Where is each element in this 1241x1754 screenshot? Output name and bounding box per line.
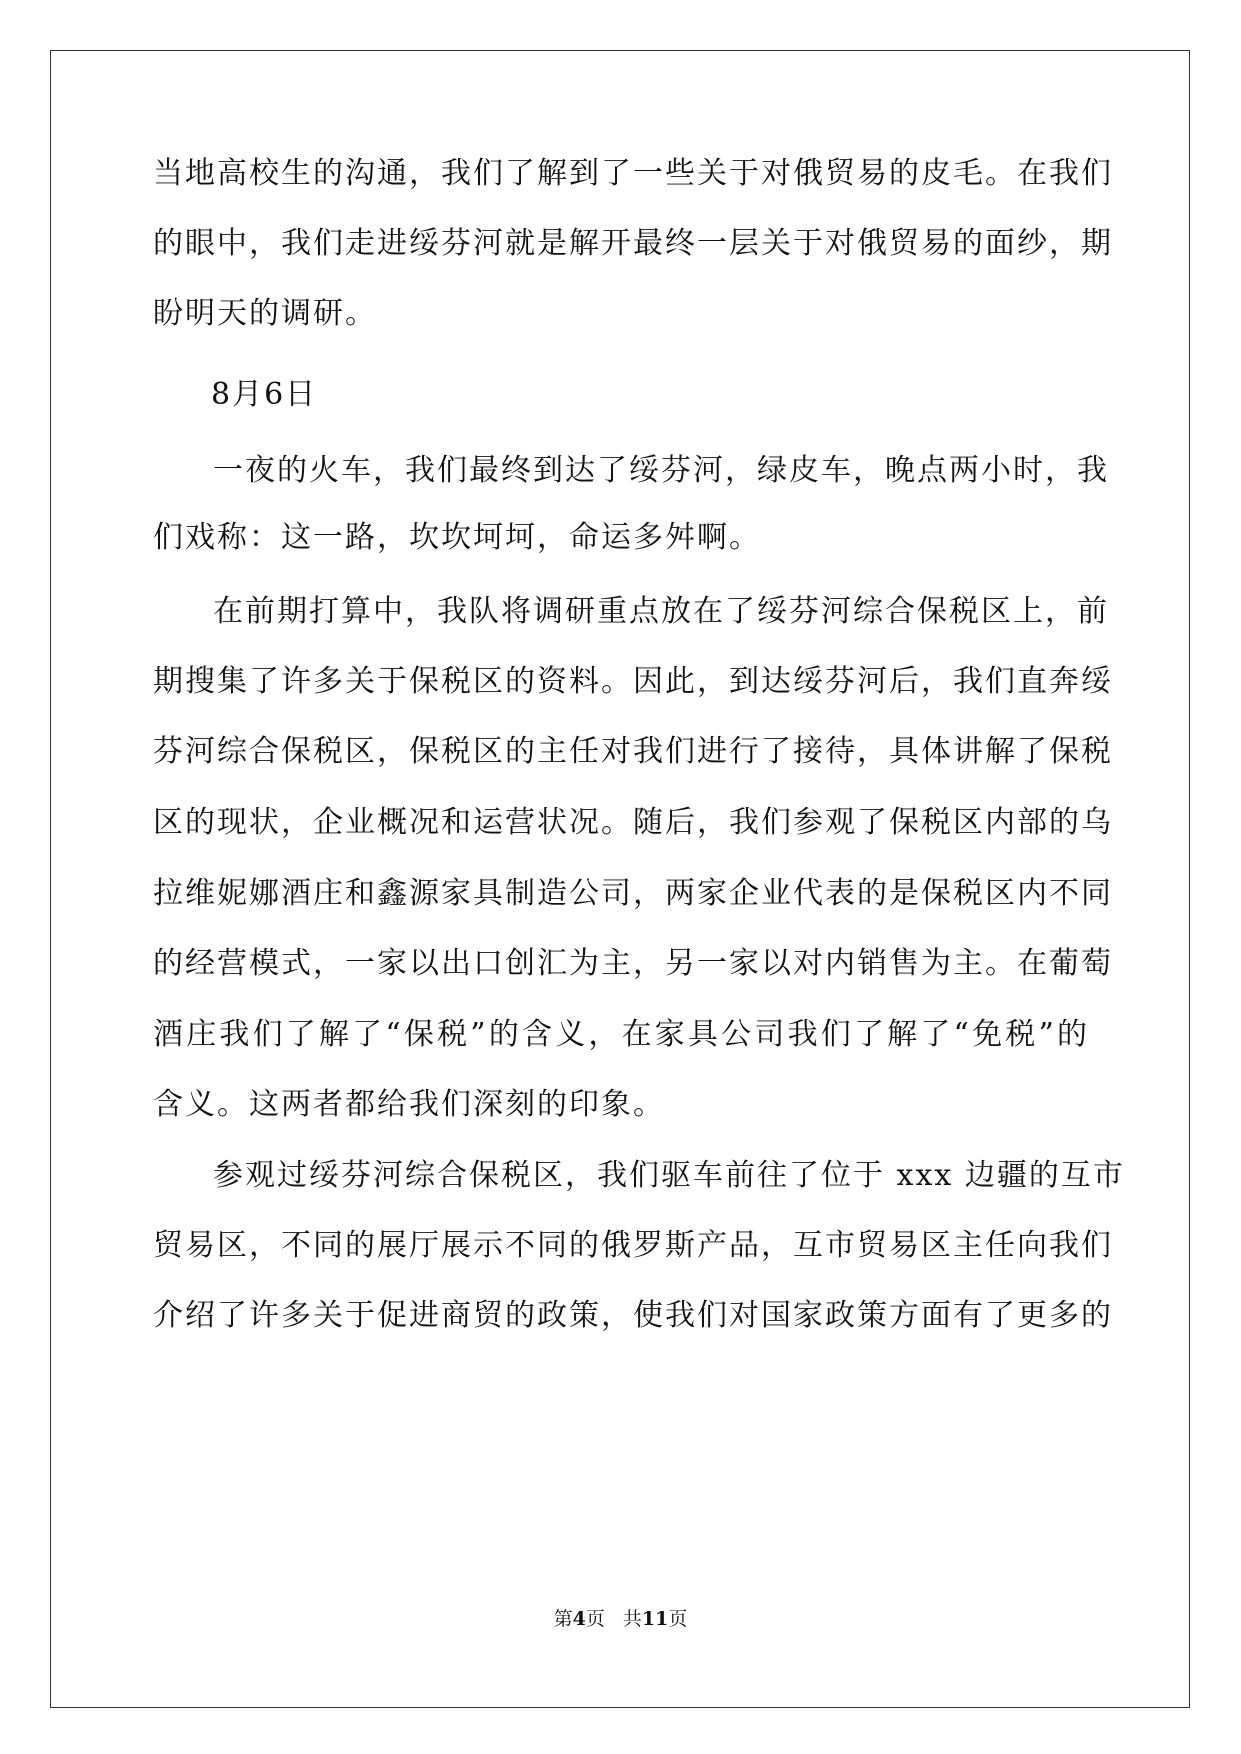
- text-line: 盼明天的调研。: [153, 296, 377, 331]
- text-line: 介绍了许多关于促进商贸的政策，使我们对国家政策方面有了更多的: [153, 1298, 1113, 1333]
- total-suffix: 页: [668, 1608, 688, 1630]
- text-line: 期搜集了许多关于保税区的资料。因此，到达绥芬河后，我们直奔绥: [153, 664, 1113, 699]
- text-line: 芬河综合保税区，保税区的主任对我们进行了接待，具体讲解了保税: [153, 734, 1113, 769]
- page-number: 4: [572, 1608, 586, 1630]
- text-line: 的经营模式，一家以出口创汇为主，另一家以对内销售为主。在葡萄: [153, 946, 1113, 981]
- text-line: 们戏称：这一路，坎坎坷坷，命运多舛啊。: [153, 520, 761, 555]
- date-heading: 8月6日: [211, 377, 318, 412]
- page-suffix: 页: [585, 1608, 605, 1630]
- text-line: 拉维妮娜酒庄和鑫源家具制造公司，两家企业代表的是保税区内不同: [153, 876, 1113, 911]
- text-line: 参观过绥芬河综合保税区，我们驱车前往了位于 xxx 边疆的互市: [213, 1158, 1125, 1193]
- text-line: 酒庄我们了解了“保税”的含义，在家具公司我们了解了“免税”的: [153, 1017, 1089, 1052]
- text-line: 一夜的火车，我们最终到达了绥芬河，绿皮车，晚点两小时，我: [213, 453, 1109, 488]
- text-line: 贸易区，不同的展厅展示不同的俄罗斯产品，互市贸易区主任向我们: [153, 1228, 1113, 1263]
- text-line: 的眼中，我们走进绥芬河就是解开最终一层关于对俄贸易的面纱，期: [153, 226, 1113, 261]
- text-line: 含义。这两者都给我们深刻的印象。: [153, 1087, 665, 1122]
- total-prefix: 共: [622, 1608, 642, 1630]
- total-pages: 11: [641, 1608, 669, 1630]
- text-line: 在前期打算中，我队将调研重点放在了绥芬河综合保税区上，前: [213, 594, 1109, 629]
- page-footer: [0, 1606, 1241, 1632]
- page-prefix: 第: [553, 1608, 573, 1630]
- text-line: 区的现状，企业概况和运营状况。随后，我们参观了保税区内部的乌: [153, 805, 1113, 840]
- text-line: 当地高校生的沟通，我们了解到了一些关于对俄贸易的皮毛。在我们: [153, 156, 1113, 191]
